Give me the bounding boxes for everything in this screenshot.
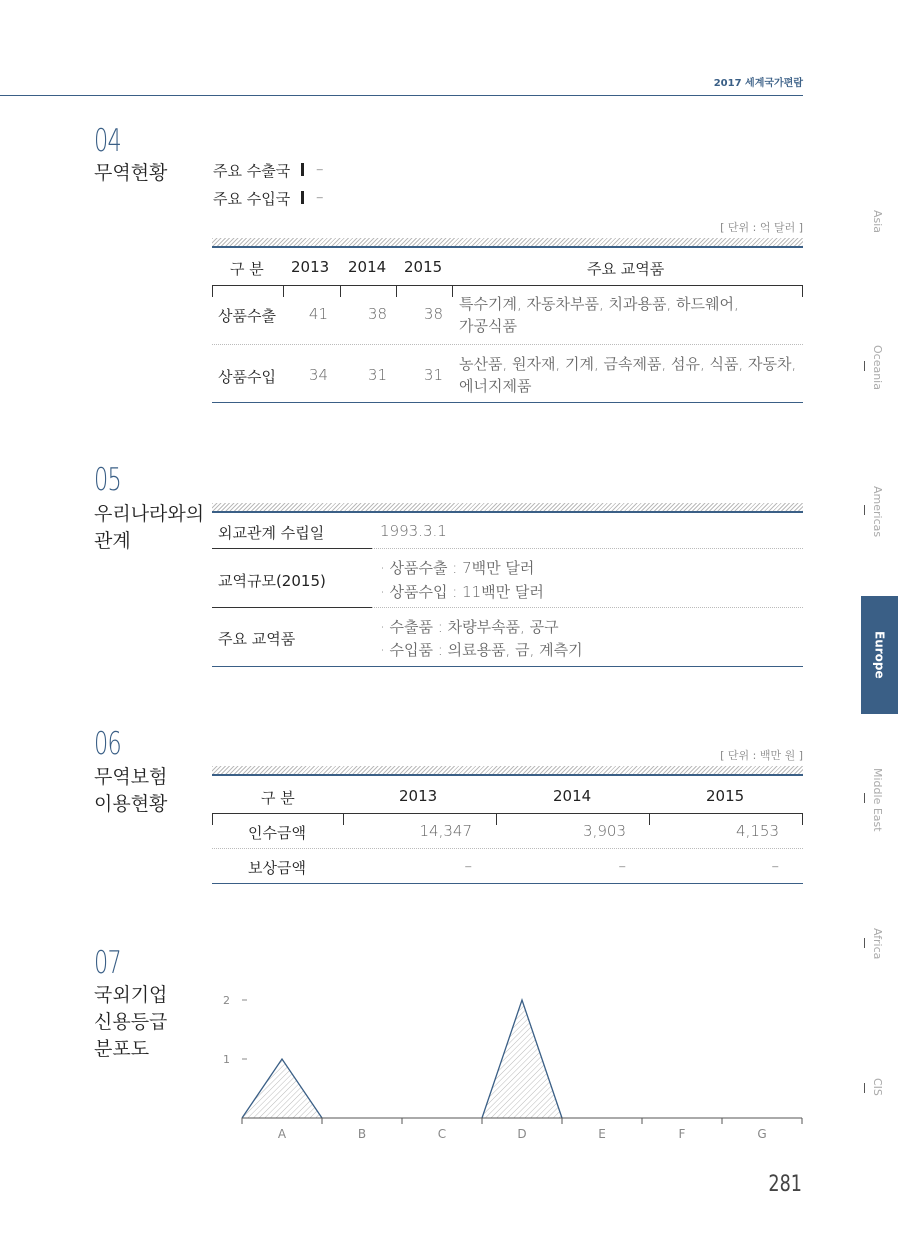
table-header: 2013: [399, 787, 438, 805]
y-tick-label: 1: [223, 1053, 230, 1066]
section-title: 분포도: [94, 1038, 150, 1060]
row-items: 특수기계, 자동차부품, 치과용품, 하드웨어,: [459, 295, 739, 313]
table-top-rule: [212, 511, 803, 513]
side-tick: [864, 938, 865, 948]
section-title: 관계: [94, 530, 131, 552]
side-tab-europe[interactable]: [861, 596, 898, 714]
x-tick-label: E: [598, 1127, 606, 1141]
x-tick-label: D: [517, 1127, 527, 1141]
unit-label: [ 단위 : 억 달러 ]: [720, 221, 803, 234]
row-divider: [372, 607, 803, 608]
table-hatch: [212, 503, 803, 511]
row-value: · 수출품 : 차량부속품, 공구: [380, 618, 559, 636]
table-header: 2013: [291, 258, 330, 276]
side-tab-europe-label: Europe: [872, 631, 887, 679]
credit-rating-distribution-chart: [210, 980, 810, 1150]
section-number: 07: [94, 945, 121, 981]
side-tab-asia[interactable]: Asia: [871, 210, 884, 234]
side-tab-middle-east[interactable]: Middle East: [871, 768, 884, 832]
label-divider: [212, 548, 372, 549]
side-tab-cis[interactable]: CIS: [871, 1078, 884, 1096]
publication-title: 2017 세계국가편람: [713, 78, 803, 89]
row-value: 31: [423, 366, 443, 384]
header-rule: [0, 95, 803, 96]
col-tick: [212, 285, 213, 297]
label-bar: [301, 163, 304, 176]
import-country-label: 주요 수입국: [213, 190, 291, 208]
table-top-rule: [212, 774, 803, 776]
row-items: 농산품, 원자재, 기계, 금속제품, 섬유, 식품, 자동차,: [459, 355, 797, 373]
table-header: 구 분: [261, 789, 295, 807]
row-value: 34: [308, 366, 328, 384]
side-tick: [864, 1083, 865, 1093]
table-header: 2014: [553, 787, 592, 805]
table-top-rule: [212, 246, 803, 248]
col-tick: [396, 285, 397, 297]
row-divider: [212, 848, 803, 849]
col-tick: [802, 813, 803, 825]
row-label: 보상금액: [248, 859, 306, 877]
section-title: 무역보험: [94, 766, 168, 788]
side-tab-africa[interactable]: Africa: [871, 928, 884, 960]
col-tick: [649, 813, 650, 825]
y-tick-label: 2: [223, 994, 230, 1007]
section-title: 이용현황: [94, 793, 168, 815]
x-tick-label: B: [357, 1127, 367, 1141]
export-country-label: 주요 수출국: [213, 162, 291, 180]
col-tick: [283, 285, 284, 297]
table-header: 2014: [348, 258, 387, 276]
row-value: –: [618, 857, 626, 875]
row-value: 3,903: [583, 822, 626, 840]
side-tab-oceania[interactable]: Oceania: [871, 345, 884, 390]
table-header: 2015: [404, 258, 443, 276]
import-country-value: –: [316, 188, 324, 206]
header-rule: [212, 285, 803, 286]
row-items: 에너지제품: [459, 377, 532, 395]
col-tick: [802, 285, 803, 297]
row-label: 외교관계 수립일: [218, 524, 325, 542]
row-label: 상품수입: [218, 368, 276, 386]
row-label: 교역규모(2015): [218, 572, 326, 590]
row-label: 인수금액: [248, 824, 306, 842]
row-label: 상품수출: [218, 307, 276, 325]
table-bottom-rule: [212, 402, 803, 403]
row-value: 38: [367, 305, 387, 323]
unit-label: [ 단위 : 백만 원 ]: [720, 749, 803, 762]
col-tick: [496, 813, 497, 825]
label-bar: [301, 191, 304, 204]
table-hatch: [212, 766, 803, 774]
table-bottom-rule: [212, 666, 803, 667]
section-number: 04: [94, 123, 121, 159]
section-title: 무역현황: [94, 162, 168, 184]
col-tick: [343, 813, 344, 825]
row-value: · 상품수출 : 7백만 달러: [380, 559, 535, 577]
col-tick: [212, 813, 213, 825]
side-tick: [864, 361, 865, 371]
row-divider: [372, 548, 803, 549]
label-divider: [212, 607, 372, 608]
section-title: 우리나라와의: [94, 503, 205, 525]
row-value: –: [771, 857, 779, 875]
header-rule: [212, 813, 803, 814]
side-tab-americas[interactable]: Americas: [871, 486, 884, 538]
row-value: 31: [367, 366, 387, 384]
table-hatch: [212, 238, 803, 246]
area-fill-A: [242, 1059, 322, 1118]
section-title: 국외기업: [94, 984, 168, 1006]
area-fill-D: [482, 1000, 562, 1118]
row-value: 14,347: [419, 822, 472, 840]
row-value: · 상품수입 : 11백만 달러: [380, 583, 544, 601]
row-items: 가공식품: [459, 317, 517, 335]
section-number: 05: [94, 462, 121, 498]
table-header: 2015: [706, 787, 745, 805]
row-value: 4,153: [736, 822, 779, 840]
table-bottom-rule: [212, 883, 803, 884]
row-value: 41: [308, 305, 328, 323]
x-tick-label: G: [757, 1127, 767, 1141]
x-tick-label: F: [678, 1127, 686, 1141]
table-header: 구 분: [230, 260, 264, 278]
row-label: 주요 교역품: [218, 630, 296, 648]
col-tick: [452, 285, 453, 297]
export-country-value: –: [316, 160, 324, 178]
row-value: –: [464, 857, 472, 875]
row-value: · 수입품 : 의료용품, 금, 계측기: [380, 641, 583, 659]
table-header: 주요 교역품: [587, 260, 665, 278]
col-tick: [340, 285, 341, 297]
row-divider: [212, 344, 803, 345]
x-tick-label: C: [437, 1127, 447, 1141]
side-tick: [864, 505, 865, 515]
x-tick-label: A: [277, 1127, 287, 1141]
row-value: 1993.3.1: [380, 522, 447, 540]
page-number: 281: [768, 1172, 802, 1197]
row-value: 38: [423, 305, 443, 323]
side-tick: [864, 793, 865, 803]
section-title: 신용등급: [94, 1011, 168, 1033]
section-number: 06: [94, 726, 121, 762]
